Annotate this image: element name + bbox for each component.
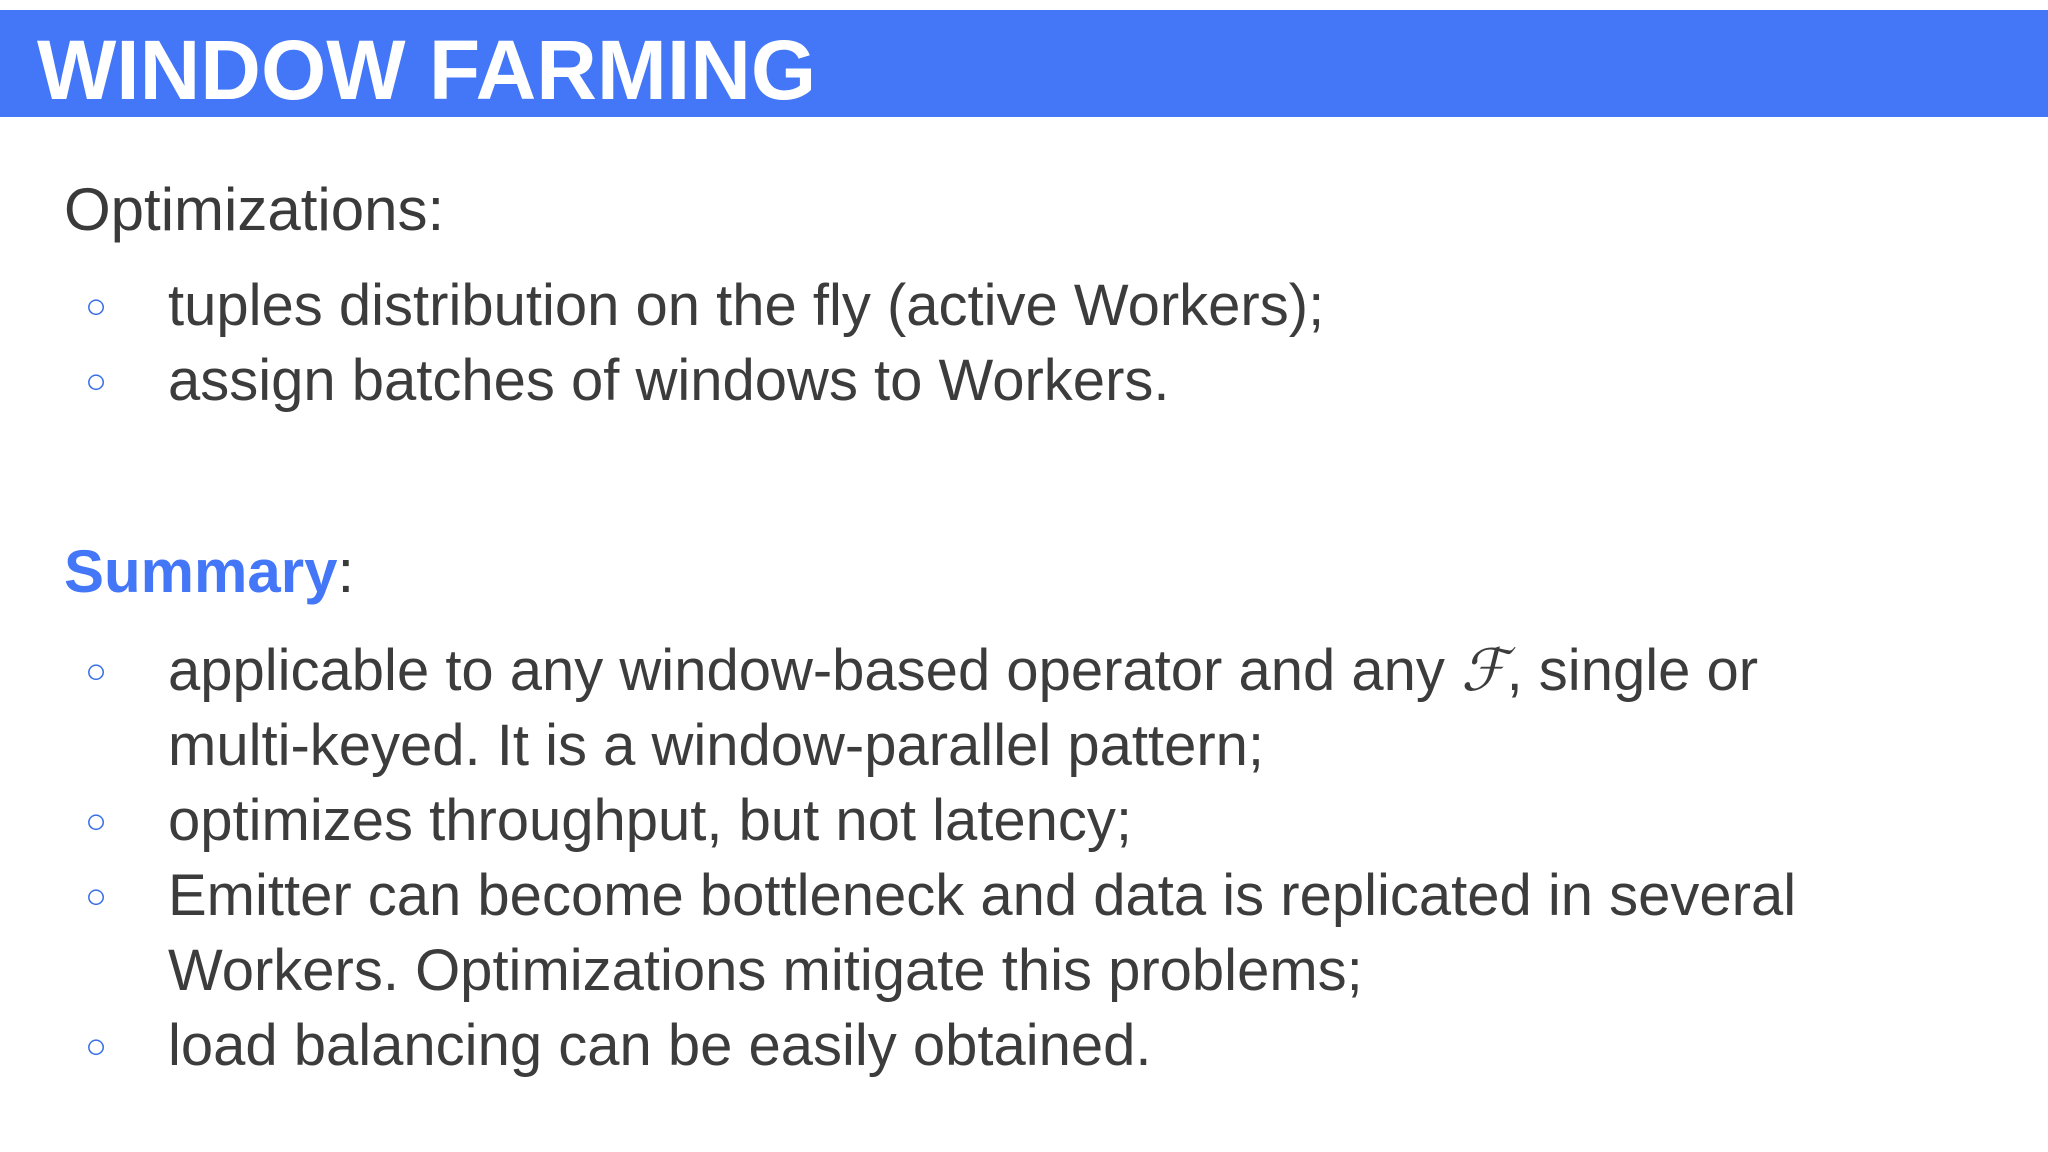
title-bar — [0, 10, 2048, 117]
list-item — [0, 858, 2048, 1008]
circle-bullet-icon: ○ — [85, 285, 107, 326]
list-item-text: Emitter can become bottleneck and data is replicated in several Workers. Optimizations mitigate this problems; — [168, 863, 1797, 1003]
list-item-text-part: applicable to any window-based operator and any — [168, 638, 1461, 703]
list-item — [0, 633, 2048, 783]
summary-list — [0, 633, 2048, 1083]
circle-bullet-icon: ○ — [85, 1025, 107, 1066]
summary-heading — [64, 538, 355, 605]
summary-heading-word: Summary — [64, 538, 338, 605]
list-item-text-part: , single or multi-keyed. It is a window-parallel pattern; — [168, 638, 1759, 778]
list-item-text: tuples distribution on the fly (active Workers); — [168, 273, 1325, 338]
circle-bullet-icon: ○ — [85, 650, 107, 691]
circle-bullet-icon: ○ — [85, 875, 107, 916]
summary-heading-colon: : — [337, 538, 355, 605]
list-item-text — [168, 633, 1908, 783]
circle-bullet-icon: ○ — [85, 360, 107, 401]
list-item — [0, 1008, 2048, 1083]
math-symbol-f: ℱ — [1460, 636, 1507, 704]
list-item — [0, 268, 2048, 343]
slide-title: WINDOW FARMING — [37, 23, 817, 117]
list-item — [0, 783, 2048, 858]
list-item-text: assign batches of windows to Workers. — [168, 348, 1170, 413]
optimizations-heading: Optimizations: — [64, 176, 445, 243]
list-item — [0, 343, 2048, 418]
circle-bullet-icon: ○ — [85, 800, 107, 841]
list-item-text: optimizes throughput, but not latency; — [168, 788, 1133, 853]
optimizations-list — [0, 268, 2048, 418]
list-item-text: load balancing can be easily obtained. — [168, 1013, 1152, 1078]
